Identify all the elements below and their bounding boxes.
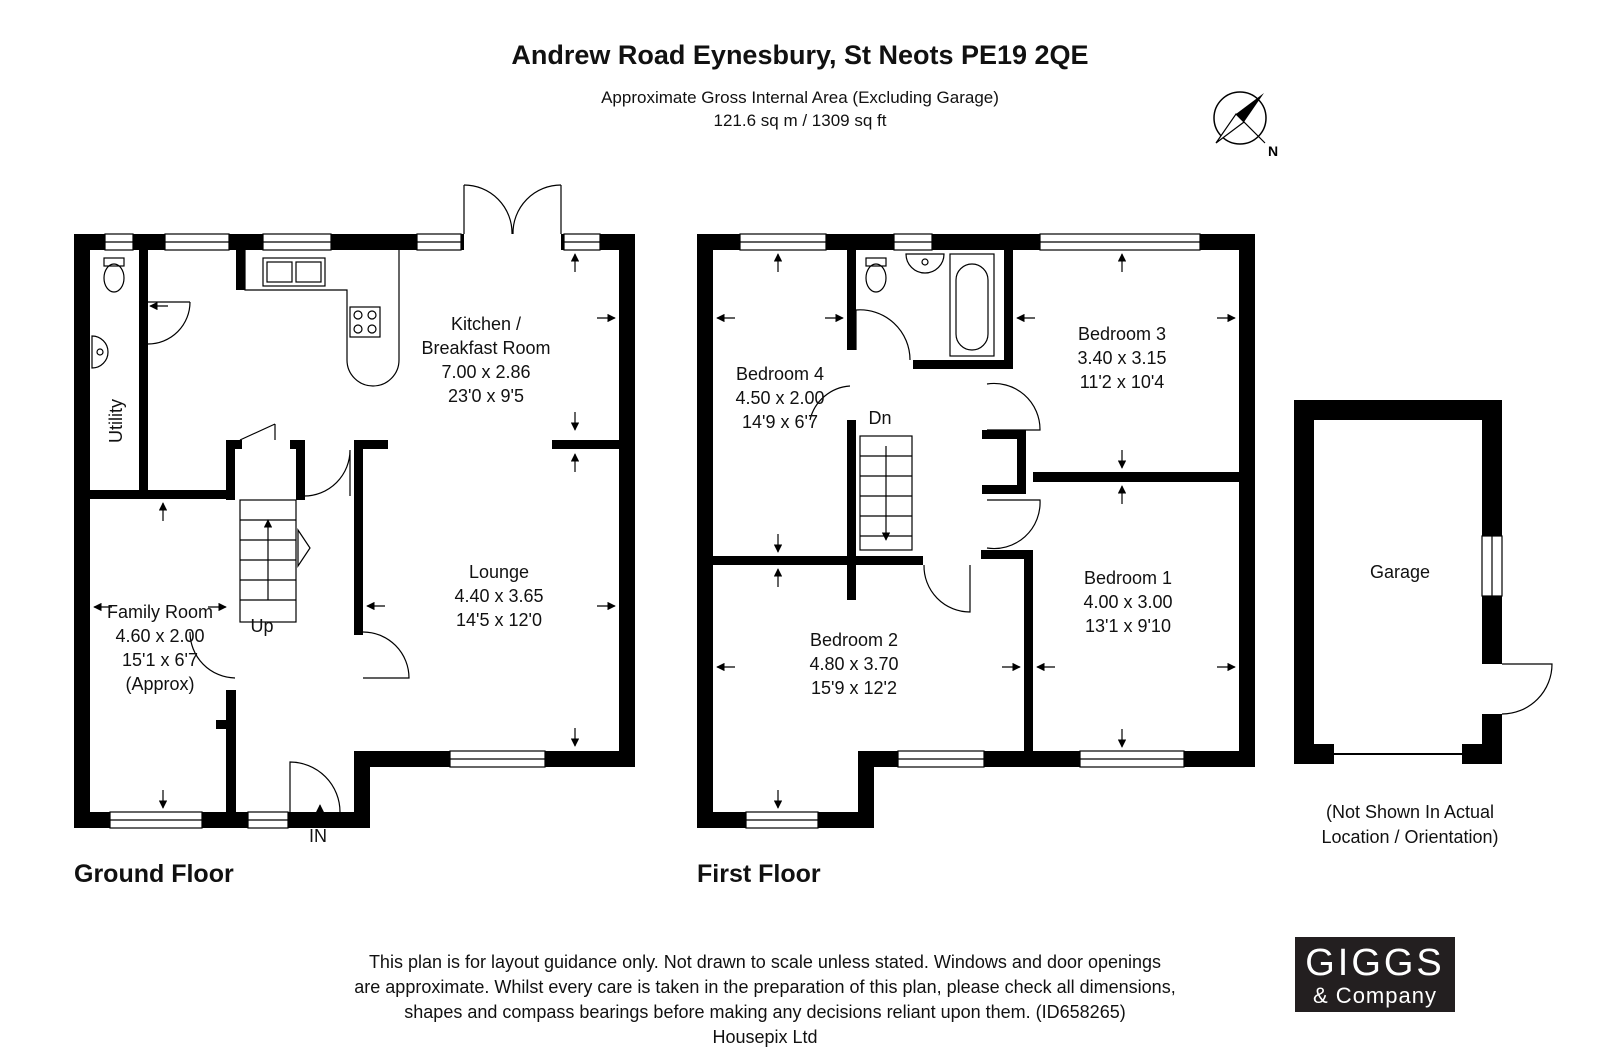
lounge-imperial: 14'5 x 12'0 — [456, 610, 542, 630]
first-floor-label: First Floor — [697, 860, 821, 888]
disclaimer — [300, 950, 1230, 1050]
bedroom4-imperial: 14'9 x 6'7 — [742, 412, 818, 432]
disclaimer-line-4: Housepix Ltd — [712, 1027, 818, 1047]
garage-note-1: (Not Shown In Actual — [1325, 802, 1495, 822]
logo-line-1: GIGGS — [1305, 942, 1445, 984]
bedroom2-name: Bedroom 2 — [809, 630, 899, 650]
garage-fixtures — [1334, 536, 1552, 754]
disclaimer-line-3: shapes and compass bearings before making any decisions reliant upon them. (ID658265) — [404, 1002, 1126, 1022]
ground-floor-plan — [74, 234, 635, 828]
company-logo — [1295, 937, 1455, 1012]
stairs-up-label: Up — [250, 616, 274, 636]
bedroom2-imperial: 15'9 x 12'2 — [811, 678, 897, 698]
bedroom1-metric: 4.00 x 3.00 — [1083, 592, 1173, 612]
utility-label: Utility — [106, 399, 126, 443]
compass-rose-icon — [1214, 92, 1266, 144]
bedroom3-imperial: 11'2 x 10'4 — [1079, 372, 1165, 392]
logo-line-2: & Company — [1313, 983, 1437, 1008]
garage-name: Garage — [1369, 562, 1431, 582]
area-line-1: Approximate Gross Internal Area (Excluding Garage) — [601, 88, 999, 107]
garage-plan — [1294, 400, 1502, 764]
entrance-label: IN — [309, 826, 327, 846]
bedroom4-name: Bedroom 4 — [735, 364, 825, 384]
family-room-name: Family Room — [106, 602, 214, 622]
garage-note-2: Location / Orientation) — [1321, 827, 1499, 847]
first-floor-plan — [697, 234, 1255, 828]
family-room-imperial: 15'1 x 6'7 — [122, 650, 198, 670]
family-room-metric: 4.60 x 2.00 — [115, 626, 205, 646]
plan-title: Andrew Road Eynesbury, St Neots PE19 2QE — [511, 40, 1089, 70]
ground-floor-label: Ground Floor — [74, 860, 234, 888]
stairs-down-label: Dn — [868, 408, 892, 428]
bedroom2-metric: 4.80 x 3.70 — [809, 654, 899, 674]
compass-north-label: N — [1268, 143, 1279, 159]
bedroom1-name: Bedroom 1 — [1083, 568, 1173, 588]
bedroom3-name: Bedroom 3 — [1077, 324, 1167, 344]
kitchen-metric: 7.00 x 2.86 — [441, 362, 531, 382]
area-line-2: 121.6 sq m / 1309 sq ft — [713, 111, 887, 130]
bedroom1-imperial: 13'1 x 9'10 — [1085, 616, 1171, 636]
kitchen-imperial: 23'0 x 9'5 — [448, 386, 524, 406]
lounge-metric: 4.40 x 3.65 — [454, 586, 544, 606]
ground-floor-fixtures — [92, 185, 615, 828]
lounge-name: Lounge — [468, 562, 530, 582]
bedroom3-metric: 3.40 x 3.15 — [1077, 348, 1167, 368]
kitchen-name-1: Kitchen / — [450, 314, 522, 334]
bedroom4-metric: 4.50 x 2.00 — [735, 388, 825, 408]
disclaimer-line-2: are approximate. Whilst every care is taken in the preparation of this plan, please check all dimensions, — [354, 977, 1176, 997]
disclaimer-line-1: This plan is for layout guidance only. Not drawn to scale unless stated. Windows and door openings — [368, 952, 1162, 972]
family-room-note: (Approx) — [125, 674, 195, 694]
kitchen-name-2: Breakfast Room — [421, 338, 551, 358]
